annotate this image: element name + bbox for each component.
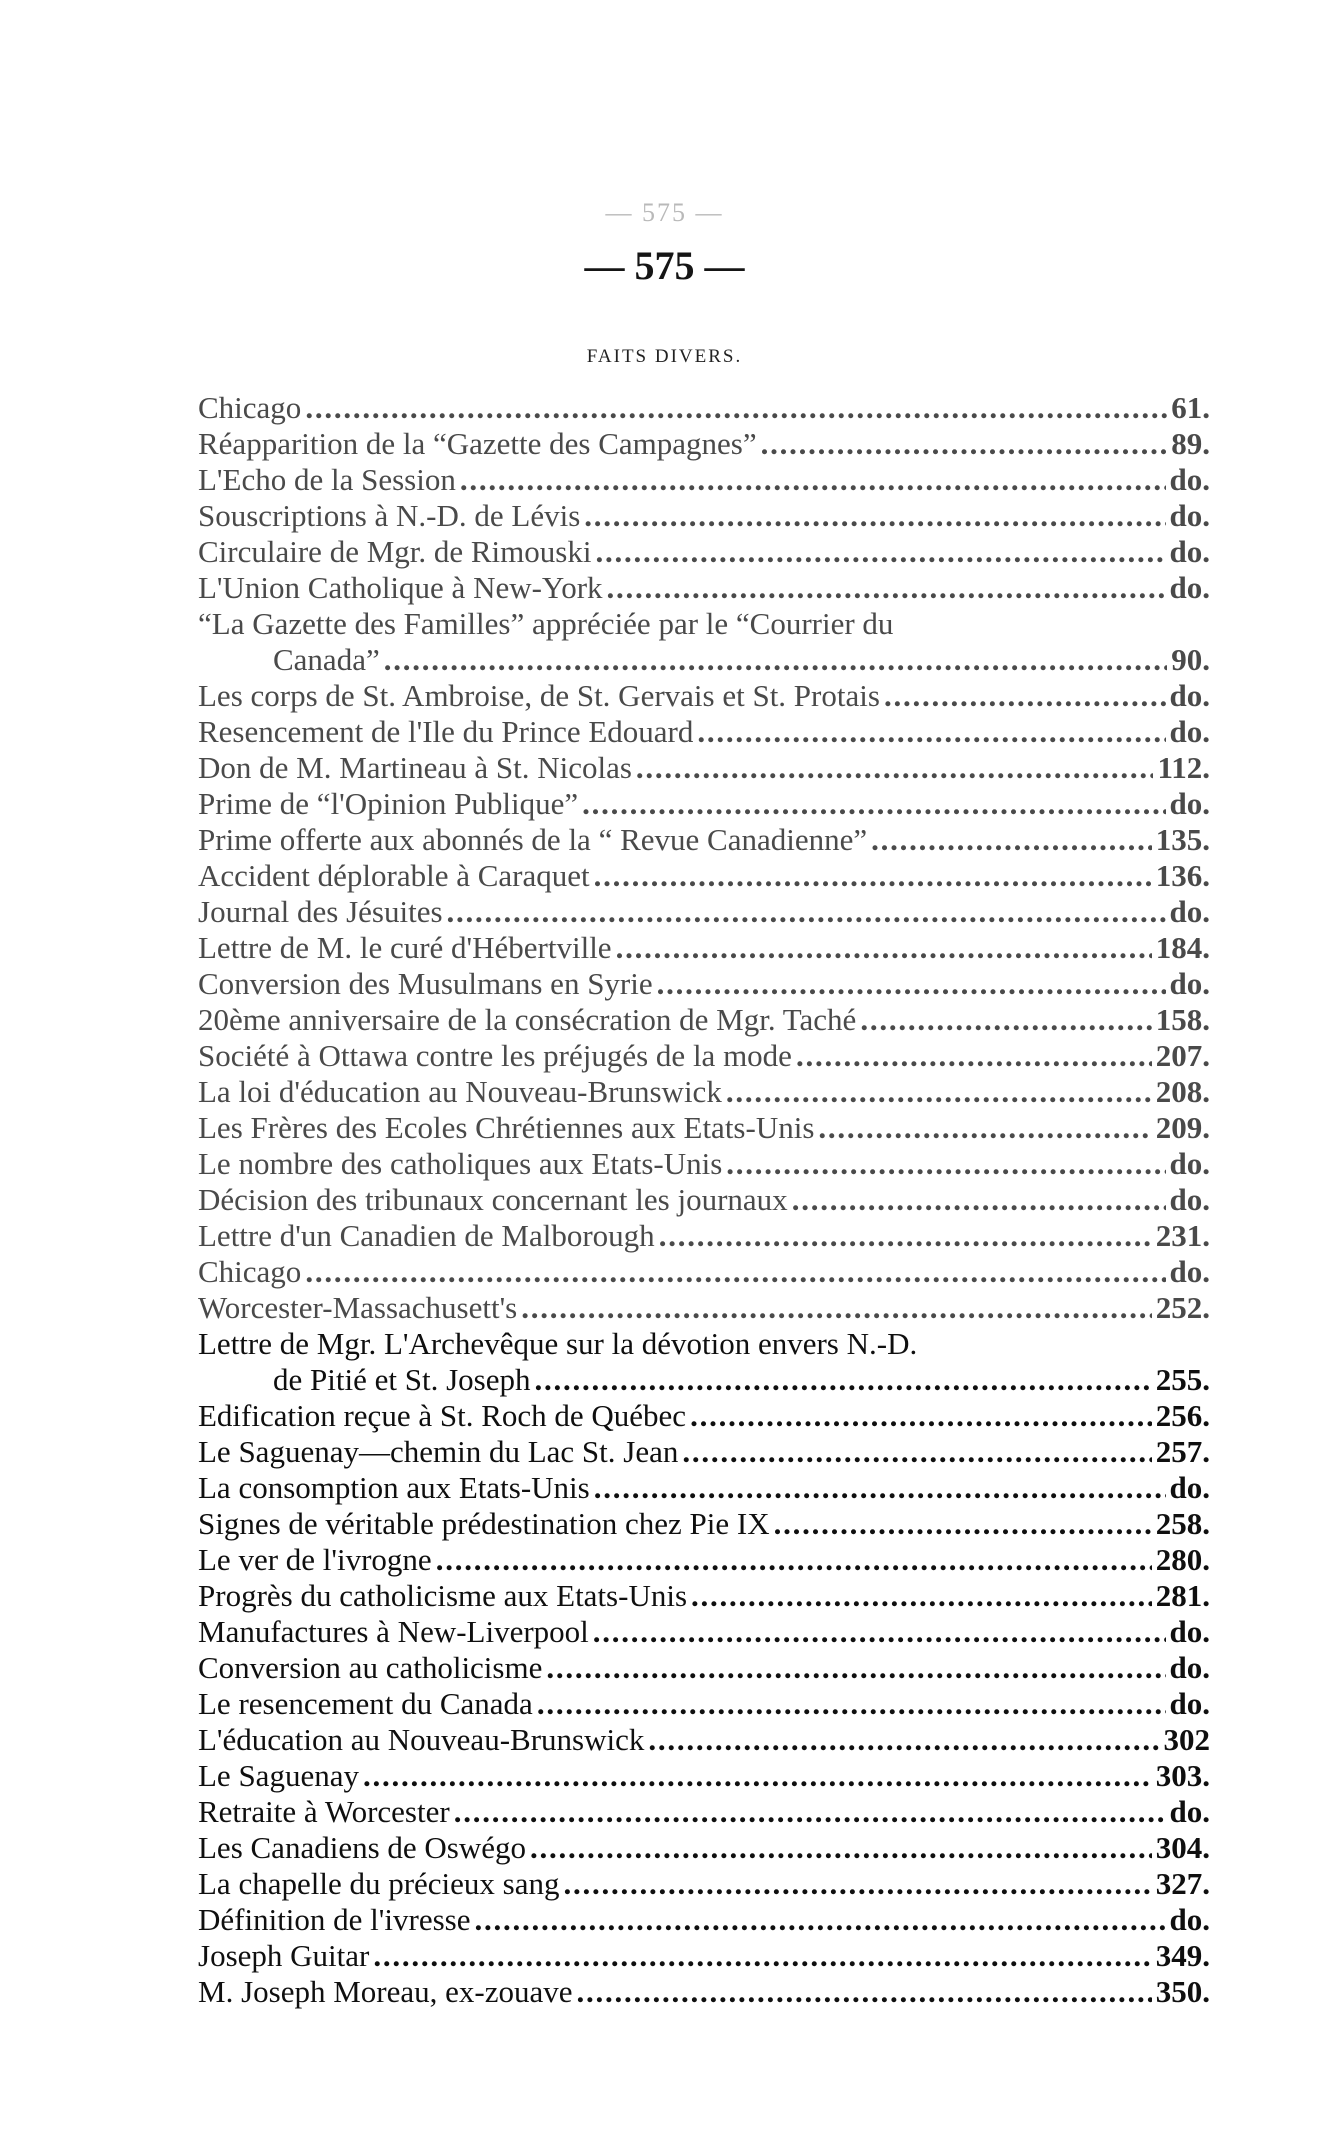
entry-page-number: 231. [1155,1218,1210,1253]
entry-title: Retraite à Worcester [198,1794,450,1829]
entry-page-number: 184. [1155,930,1210,965]
entry-title: Edification reçue à St. Roch de Québec [198,1398,687,1433]
dot-leader [582,786,1165,822]
entry-title: La loi d'éducation au Nouveau-Brunswick [198,1074,722,1109]
entry-page-number: 90. [1171,642,1210,677]
index-entry [198,1146,1210,1182]
entry-title: Les Frères des Ecoles Chrétiennes aux Etats-Unis [198,1110,815,1145]
entry-page-number: 208. [1155,1074,1210,1109]
entry-page-number: do. [1169,678,1210,713]
dot-leader [436,1542,1152,1578]
dot-leader [796,1038,1152,1074]
entry-title: Journal des Jésuites [198,894,443,929]
entry-title: Définition de l'ivresse [198,1902,471,1937]
dot-leader [373,1938,1151,1974]
entry-page-number: 209. [1155,1110,1210,1145]
index-entry [198,1074,1210,1110]
dot-leader [616,930,1152,966]
entry-page-number: 89. [1171,426,1210,461]
entry-title: Le Saguenay [198,1758,359,1793]
entry-page-number: do. [1169,1182,1210,1217]
entry-page-number: do. [1169,894,1210,929]
index-entry [198,390,1210,426]
dot-leader [305,390,1167,426]
index-entry [198,1866,1210,1902]
index-entry [198,894,1210,930]
index-entry [198,1470,1210,1506]
index-entry [198,1254,1210,1290]
index-entry [198,1434,1210,1470]
dot-leader [530,1830,1152,1866]
dot-leader [474,1902,1165,1938]
index-entry [198,462,1210,498]
dot-leader [659,1218,1152,1254]
entry-page-number: 61. [1171,390,1210,425]
entry-page-number: 327. [1155,1866,1210,1901]
dot-leader [682,1434,1151,1470]
entry-page-number: 280. [1155,1542,1210,1577]
dot-leader [305,1254,1165,1290]
entry-page-number: do. [1169,1902,1210,1937]
entry-title: Worcester-Massachusett's [198,1290,518,1325]
index-entry [198,1794,1210,1830]
entry-page-number: do. [1169,1794,1210,1829]
entry-page-number: 112. [1157,750,1210,785]
index-entry [198,1974,1210,2010]
index-entry [198,1326,1210,1398]
dot-leader [447,894,1166,930]
entry-page-number: 350. [1155,1974,1210,2009]
entry-title: Prime de “l'Opinion Publique” [198,786,579,821]
entry-title: M. Joseph Moreau, ex-zouave [198,1974,573,2009]
entry-title: Les corps de St. Ambroise, de St. Gervais et St. Protais [198,678,880,713]
entry-page-number: do. [1169,1470,1210,1505]
entry-page-number: do. [1169,1146,1210,1181]
entry-title: Chicago [198,1254,302,1289]
entry-title: Circulaire de Mgr. de Rimouski [198,534,592,569]
section-heading: FAITS DIVERS. [586,346,743,367]
entry-page-number: 136. [1155,858,1210,893]
entry-page-number: 158. [1155,1002,1210,1037]
index-entry [198,930,1210,966]
index-entry [198,822,1210,858]
index-entry [198,1002,1210,1038]
entry-page-number: do. [1169,498,1210,533]
entry-title: Conversion des Musulmans en Syrie [198,966,653,1001]
entry-title: 20ème anniversaire de la consécration de Mgr. Taché [198,1002,857,1037]
index-entry [198,1650,1210,1686]
entry-title: Lettre de M. le curé d'Hébertville [198,930,612,965]
entry-page-number: 135. [1155,822,1210,857]
index-entry [198,1290,1210,1326]
entry-title: Le nombre des catholiques aux Etats-Unis [198,1146,723,1181]
index-entry [198,714,1210,750]
index-entry [198,1110,1210,1146]
dot-leader [761,426,1168,462]
entry-title: Décision des tribunaux concernant les journaux [198,1182,788,1217]
entry-title: Réapparition de la “Gazette des Campagnes” [198,426,757,461]
index-entry [198,678,1210,714]
entry-page-number: do. [1169,786,1210,821]
index-entry [198,498,1210,534]
dot-leader [564,1866,1152,1902]
entry-page-number: do. [1169,966,1210,1001]
entry-title: Resencement de l'Ile du Prince Edouard [198,714,694,749]
entry-page-number: do. [1169,1614,1210,1649]
index-entry [198,1506,1210,1542]
entry-page-number: 281. [1155,1578,1210,1613]
entry-title: La consomption aux Etats-Unis [198,1470,590,1505]
index-entry [198,534,1210,570]
index-entry [198,426,1210,462]
entry-title: Conversion au catholicisme [198,1650,543,1685]
entry-title: Le resencement du Canada [198,1686,533,1721]
entry-title: Souscriptions à N.-D. de Lévis [198,498,581,533]
index-entry [198,786,1210,822]
dot-leader [792,1182,1166,1218]
dot-leader [595,534,1165,570]
bleed-through-page-number: — 575 — [605,198,724,227]
dot-leader [648,1722,1159,1758]
dot-leader [636,750,1154,786]
entry-page-number: do. [1169,462,1210,497]
dot-leader [454,1794,1166,1830]
entry-title: L'Union Catholique à New-York [198,570,603,605]
dot-leader [691,1578,1152,1614]
index-entry [198,858,1210,894]
dot-leader [594,1470,1166,1506]
index-entry [198,966,1210,1002]
entry-page-number: do. [1169,534,1210,569]
index-entry [198,1758,1210,1794]
entry-page-number: 349. [1155,1938,1210,1973]
index-entry [198,606,1210,678]
index-entry [198,1398,1210,1434]
entry-title: Les Canadiens de Oswégo [198,1830,526,1865]
entry-title-continuation: Canada” [273,642,380,677]
entry-page-number: 257. [1155,1434,1210,1469]
dot-leader [726,1146,1165,1182]
entry-title: Prime offerte aux abonnés de la “ Revue Canadienne” [198,822,868,857]
entry-page-number: 256. [1155,1398,1210,1433]
index-entry [198,1938,1210,1974]
index-entry [198,570,1210,606]
entry-title: “La Gazette des Familles” appréciée par le “Courrier du [198,606,894,641]
dot-leader [534,1362,1151,1398]
entry-page-number: do. [1169,714,1210,749]
dot-leader [384,642,1168,678]
dot-leader [363,1758,1152,1794]
dot-leader [871,822,1152,858]
index-entry [198,1902,1210,1938]
index-entry [198,1182,1210,1218]
dot-leader [657,966,1166,1002]
entry-page-number: 303. [1155,1758,1210,1793]
entry-page-number: 207. [1155,1038,1210,1073]
entry-page-number: 304. [1155,1830,1210,1865]
index-entry [198,1614,1210,1650]
entry-page-number: 258. [1155,1506,1210,1541]
entry-title: Le Saguenay—chemin du Lac St. Jean [198,1434,679,1469]
entry-title: Accident déplorable à Caraquet [198,858,590,893]
entry-page-number: 302 [1163,1722,1210,1757]
dot-leader [521,1290,1152,1326]
entry-page-number: do. [1169,1650,1210,1685]
entry-title: Lettre d'un Canadien de Malborough [198,1218,655,1253]
dot-leader [576,1974,1151,2010]
dot-leader [607,570,1166,606]
dot-leader [726,1074,1152,1110]
index-entry [198,1218,1210,1254]
entry-page-number: 255. [1155,1362,1210,1397]
dot-leader [593,1614,1166,1650]
index-entry [198,1542,1210,1578]
entry-title: Manufactures à New-Liverpool [198,1614,589,1649]
entry-title: Progrès du catholicisme aux Etats-Unis [198,1578,688,1613]
dot-leader [594,858,1152,894]
index-entry [198,1038,1210,1074]
entry-page-number: 252. [1155,1290,1210,1325]
index-entry [198,750,1210,786]
entry-page-number: do. [1169,1686,1210,1721]
dot-leader [546,1650,1165,1686]
entry-title: L'éducation au Nouveau-Brunswick [198,1722,645,1757]
dot-leader [774,1506,1152,1542]
dot-leader [537,1686,1166,1722]
entry-title: Le ver de l'ivrogne [198,1542,432,1577]
entry-title-continuation: de Pitié et St. Joseph [273,1362,531,1397]
entry-page-number: do. [1169,1254,1210,1289]
entry-title: Signes de véritable prédestination chez Pie IX [198,1506,770,1541]
index-entries-list [198,390,1210,2010]
dot-leader [884,678,1166,714]
entry-title: L'Echo de la Session [198,462,456,497]
dot-leader [690,1398,1152,1434]
dot-leader [697,714,1165,750]
dot-leader [818,1110,1151,1146]
dot-leader [584,498,1165,534]
entry-title: La chapelle du précieux sang [198,1866,560,1901]
entry-page-number: do. [1169,570,1210,605]
dot-leader [860,1002,1151,1038]
entry-title: Lettre de Mgr. L'Archevêque sur la dévotion envers N.-D. [198,1326,918,1361]
index-entry [198,1830,1210,1866]
dot-leader [460,462,1166,498]
entry-title: Joseph Guitar [198,1938,370,1973]
index-entry [198,1722,1210,1758]
page-number: — 575 — [584,243,745,288]
index-entry [198,1686,1210,1722]
entry-title: Don de M. Martineau à St. Nicolas [198,750,632,785]
entry-title: Chicago [198,390,302,425]
entry-title: Société à Ottawa contre les préjugés de la mode [198,1038,792,1073]
index-entry [198,1578,1210,1614]
